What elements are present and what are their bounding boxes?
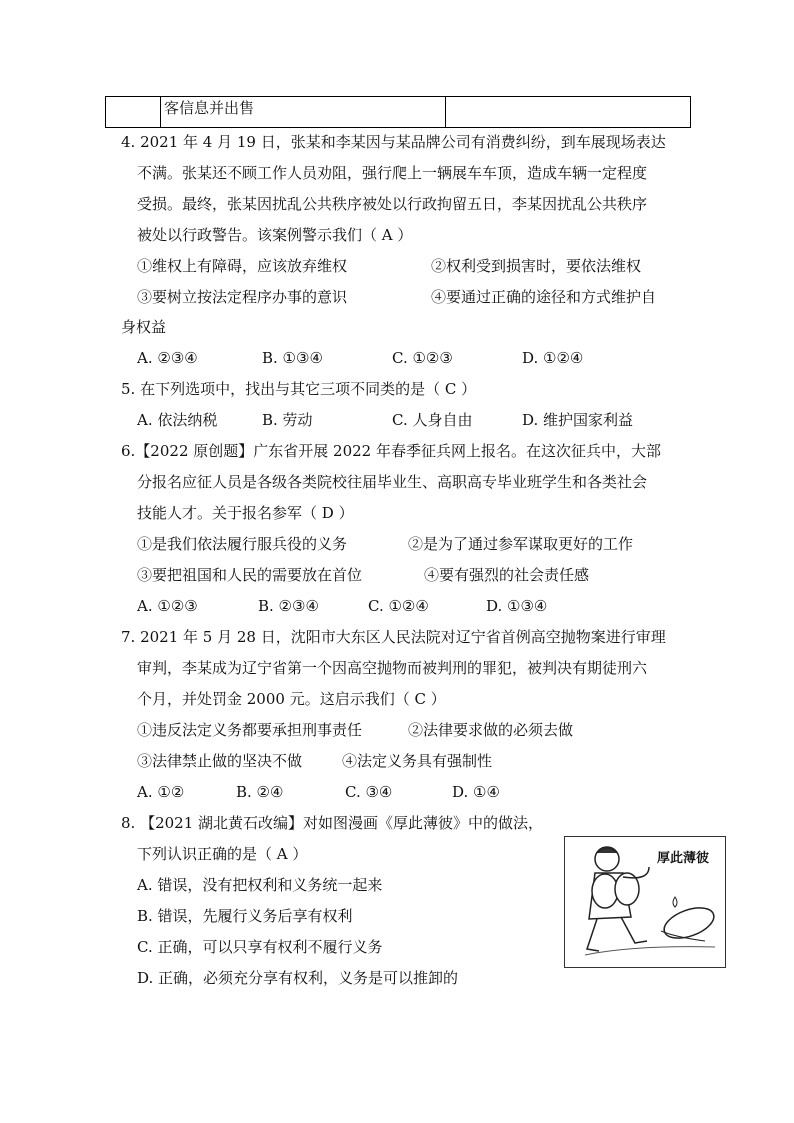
q8-option-d: D. 正确，必须充分享有权利，义务是可以推卸的 [137, 969, 459, 987]
table-cell-empty [106, 97, 161, 127]
q8-option-a: A. 错误，没有把权利和义务统一起来 [137, 876, 383, 894]
q6-option-b: B. ②③④ [258, 597, 319, 615]
cartoon-bag-rights-1 [592, 874, 618, 908]
q4-statement-1: ①维权上有障碍，应该放弃维权 [137, 257, 348, 275]
q4-statement-4-cont: 身权益 [121, 318, 167, 336]
q6-statement-2: ②是为了通过参军谋取更好的工作 [408, 535, 634, 553]
table-cell-text: 客信息并出售 [161, 97, 446, 127]
table-cell-empty-right [447, 97, 690, 127]
q7-statement-4: ④法定义务具有强制性 [342, 752, 493, 770]
q4-statement-2: ②权利受到损害时，要依法维权 [431, 257, 642, 275]
q5-option-a: A. 依法纳税 [137, 411, 218, 429]
q6-option-c: C. ①②④ [368, 597, 429, 615]
cartoon-bag-duty [660, 902, 718, 944]
q8-line-2: 下列认识正确的是（ A ） [137, 845, 308, 863]
q6-line-3: 技能人才。关于报名参军（ D ） [137, 504, 354, 522]
q7-option-c: C. ③④ [345, 783, 393, 801]
q4-line-2: 不满。张某还不顾工作人员劝阻，强行爬上一辆展车车顶，造成车辆一定程度 [137, 164, 648, 182]
q8-line-1: 8. 【2021 湖北黄石改编】对如图漫画《厚此薄彼》中的做法， [121, 814, 544, 832]
q4-option-c: C. ①②③ [392, 349, 453, 367]
q5-option-b: B. 劳动 [262, 411, 313, 429]
q7-statement-1: ①违反法定义务都要承担刑事责任 [137, 721, 363, 739]
table-row [105, 96, 691, 128]
q6-line-1: 6.【2022 原创题】广东省开展 2022 年春季征兵网上报名。在这次征兵中，大部 [121, 442, 661, 460]
q4-line-3: 受损。最终，张某因扰乱公共秩序被处以行政拘留五日，李某因扰乱公共秩序 [137, 195, 648, 213]
q7-option-a: A. ①② [137, 783, 185, 801]
q6-statement-4: ④要有强烈的社会责任感 [424, 566, 590, 584]
q5-option-d: D. 维护国家利益 [522, 411, 634, 429]
q4-option-d: D. ①②④ [522, 349, 584, 367]
q6-option-d: D. ①③④ [486, 597, 548, 615]
cartoon-drawing [565, 837, 725, 967]
q4-line-1: 4. 2021 年 4 月 19 日，张某和李某因与某品牌公司有消费纠纷，到车展现场表达 [121, 133, 666, 151]
q7-line-2: 审判，李某成为辽宁省第一个因高空抛物而被判刑的罪犯，被判决有期徒刑六 [137, 659, 648, 677]
cartoon-figure [564, 836, 726, 968]
cartoon-title: 厚此薄彼 [657, 851, 710, 866]
q6-statement-1: ①是我们依法履行服兵役的义务 [137, 535, 348, 553]
q6-option-a: A. ①②③ [137, 597, 198, 615]
q7-option-d: D. ①④ [452, 783, 500, 801]
q7-statement-2: ②法律要求做的必须去做 [408, 721, 574, 739]
q4-option-a: A. ②③④ [137, 349, 198, 367]
q4-statement-4: ④要通过正确的途径和方式维护自 [431, 288, 657, 306]
q8-option-c: C. 正确，可以只享有权利不履行义务 [137, 938, 383, 956]
q7-line-3: 个月，并处罚金 2000 元。这启示我们（ C ） [137, 690, 446, 708]
q8-option-b: B. 错误，先履行义务后享有权利 [137, 907, 353, 925]
q4-line-4: 被处以行政警告。该案例警示我们（ A ） [137, 226, 413, 244]
q6-statement-3: ③要把祖国和人民的需要放在首位 [137, 566, 363, 584]
q4-option-b: B. ①③④ [262, 349, 323, 367]
q7-line-1: 7. 2021 年 5 月 28 日，沈阳市大东区人民法院对辽宁省首例高空抛物案进行审理 [121, 628, 666, 646]
q6-line-2: 分报名应征人员是各级各类院校往届毕业生、高职高专毕业班学生和各类社会 [137, 473, 648, 491]
q7-option-b: B. ②④ [236, 783, 284, 801]
q5-stem: 5. 在下列选项中，找出与其它三项不同类的是（ C ） [121, 380, 477, 398]
q4-statement-3: ③要树立按法定程序办事的意识 [137, 288, 348, 306]
q5-option-c: C. 人身自由 [392, 411, 473, 429]
q7-statement-3: ③法律禁止做的坚决不做 [137, 752, 303, 770]
